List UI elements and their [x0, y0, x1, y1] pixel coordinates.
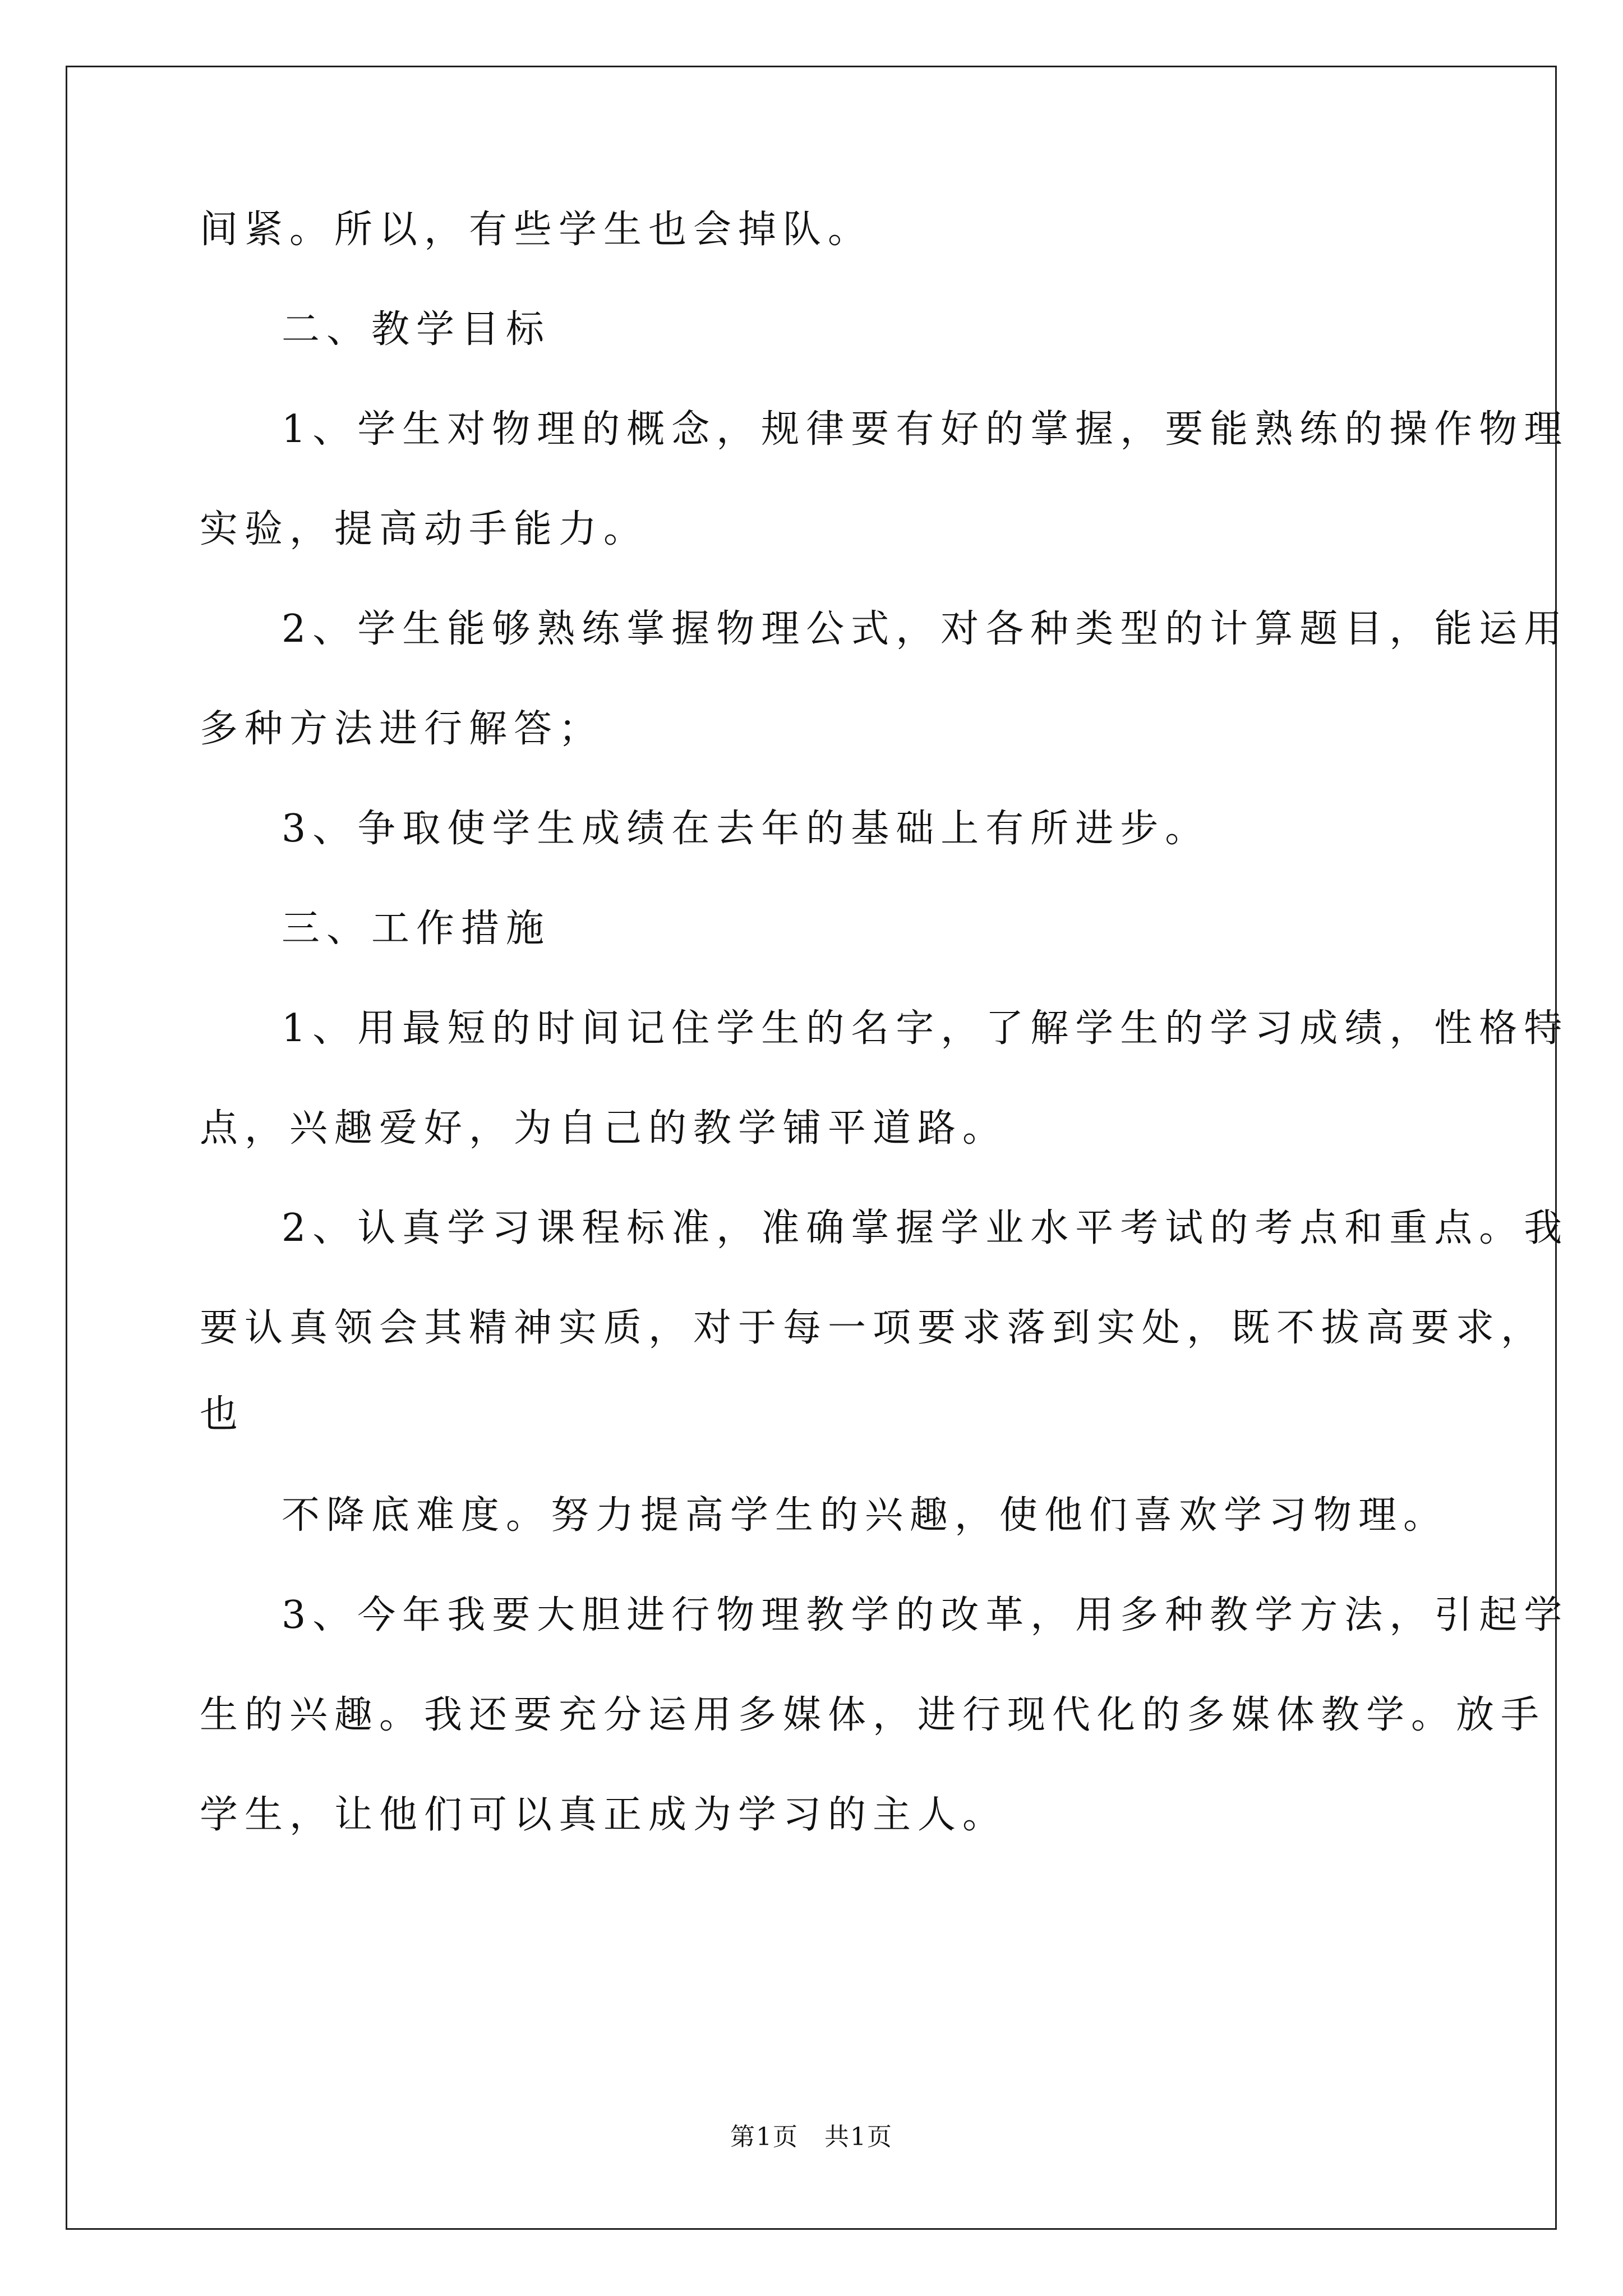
- text-line: 学生，让他们可以真正成为学习的主人。: [200, 1793, 1008, 1837]
- text-line: 间紧。所以，有些学生也会掉队。: [200, 208, 873, 252]
- text-line: 不降底难度。努力提高学生的兴趣，使他们喜欢学习物理。: [282, 1493, 1449, 1538]
- text-line: 1、用最短的时间记住学生的名字，了解学生的学习成绩，性格特: [282, 1006, 1569, 1051]
- page-number: 第1页 共1页: [730, 2123, 893, 2151]
- section-heading: 三、工作措施: [282, 907, 551, 951]
- text-line: 3、争取使学生成绩在去年的基础上有所进步。: [282, 807, 1210, 851]
- text-line: 要认真领会其精神实质，对于每一项要求落到实处，既不拔高要求，: [200, 1306, 1546, 1350]
- section-heading: 二、教学目标: [282, 307, 551, 352]
- text-line: 也: [200, 1392, 245, 1437]
- text-line: 生的兴趣。我还要充分运用多媒体，进行现代化的多媒体教学。放手: [200, 1693, 1546, 1737]
- text-line: 点，兴趣爱好，为自己的教学铺平道路。: [200, 1106, 1008, 1151]
- text-line: 3、今年我要大胆进行物理教学的改革，用多种教学方法，引起学: [282, 1593, 1569, 1637]
- text-line: 实验，提高动手能力。: [200, 507, 649, 551]
- text-line: 多种方法进行解答；: [200, 707, 604, 751]
- text-line: 1、学生对物理的概念，规律要有好的掌握，要能熟练的操作物理: [282, 407, 1569, 452]
- text-line: 2、学生能够熟练掌握物理公式，对各种类型的计算题目，能运用: [282, 607, 1569, 651]
- text-line: 2、认真学习课程标准，准确掌握学业水平考试的考点和重点。我: [282, 1206, 1569, 1250]
